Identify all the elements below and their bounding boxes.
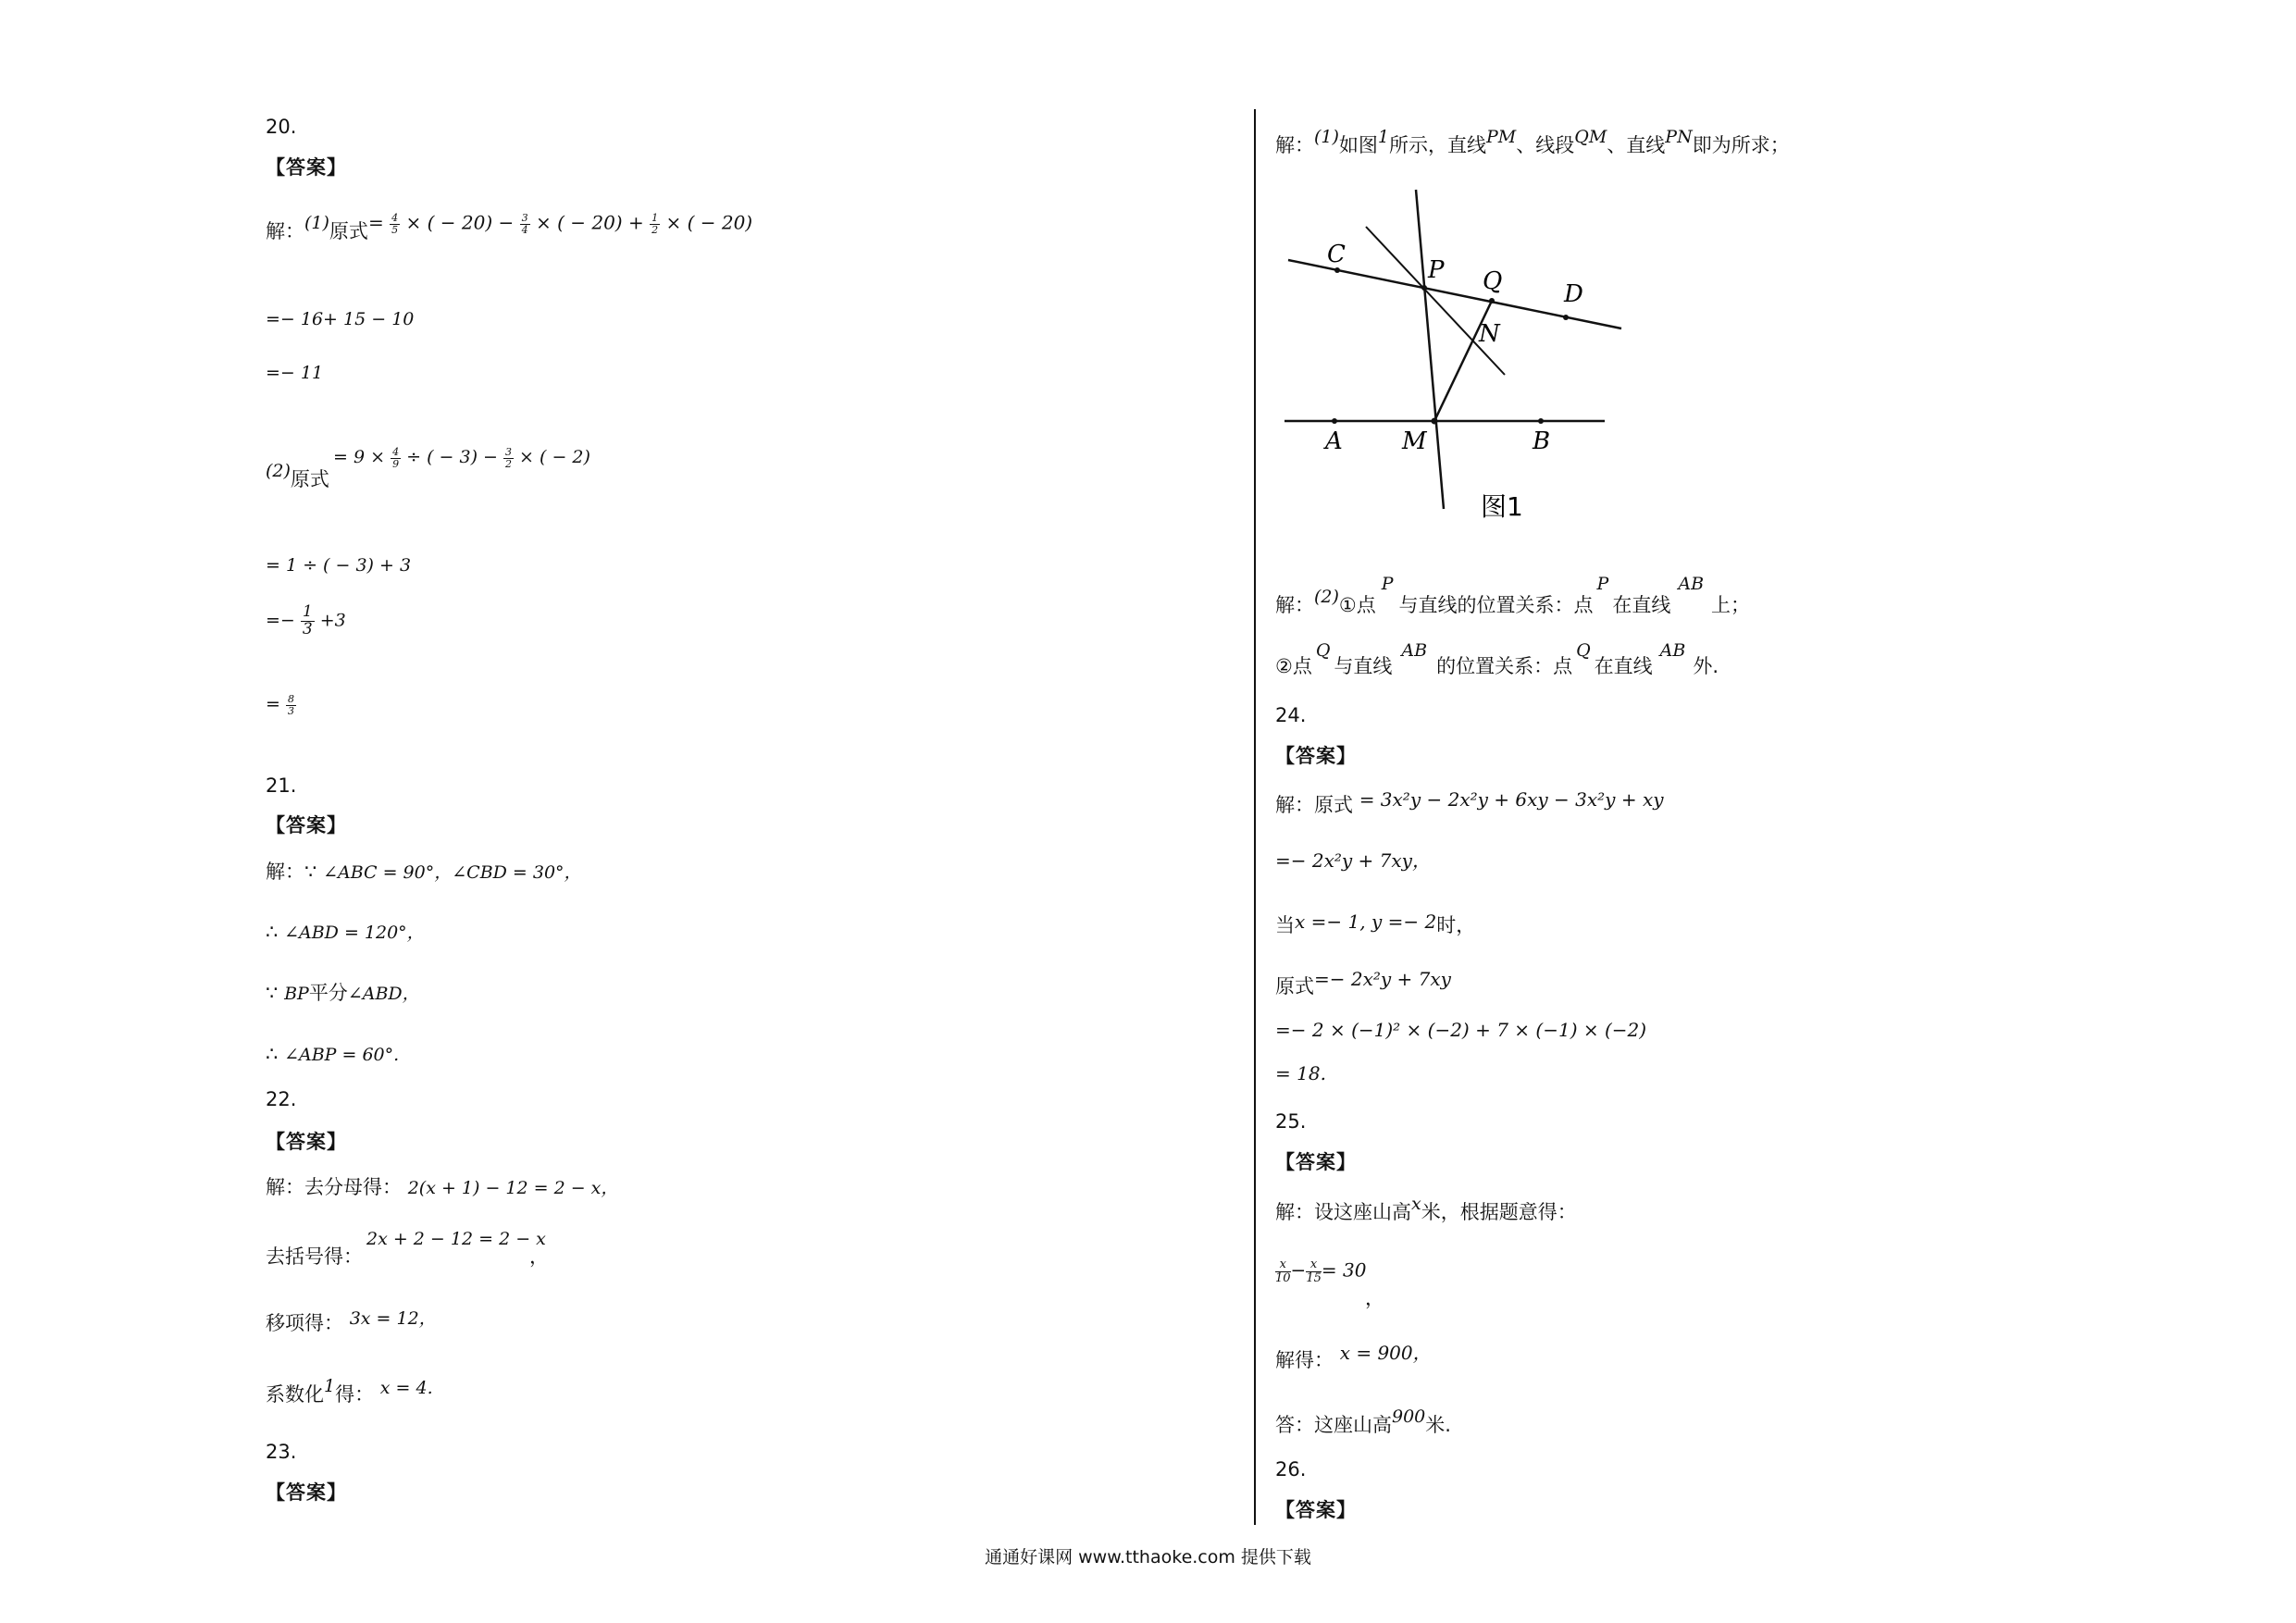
label-n: N	[1479, 320, 1500, 348]
fraction-1-3: $\frac{1}{3}$	[302, 602, 313, 638]
angle-math: ∠ABD，	[347, 984, 420, 1004]
q20-part1-step3: =− 11	[266, 363, 324, 383]
question-number-25: 25.	[1275, 1110, 1307, 1133]
q20-part1-expression	[368, 213, 752, 235]
point-p	[1421, 285, 1427, 291]
answer-tag-21: 【答案】	[266, 814, 347, 836]
q25-line4	[1275, 1406, 1451, 1436]
term: 与直线	[1334, 655, 1393, 677]
term: 解得：	[1275, 1349, 1334, 1371]
q24-line5: =− 2 × (−1)² × (−2) + 7 × (−1) × (−2)	[1275, 1019, 1647, 1041]
fraction-3-4: $\frac{3}{4}$	[521, 212, 528, 236]
q20-part2-expression	[333, 447, 590, 469]
point-name: P	[1381, 574, 1394, 594]
point-name: P	[1596, 574, 1609, 594]
line-name: AB	[1678, 574, 1705, 594]
point-name: Q	[1576, 640, 1591, 661]
term: 时，	[1436, 914, 1476, 936]
question-number-22: 22.	[266, 1088, 297, 1110]
q23-part1-line	[1275, 127, 1790, 156]
q20-part2-step2: = 1 ÷ ( − 3) + 3	[266, 555, 412, 576]
q24-line6: = 18.	[1275, 1062, 1326, 1084]
term: 、直线	[1607, 134, 1666, 156]
term: 移项得：	[266, 1312, 343, 1334]
part-label: (1)	[1314, 127, 1339, 147]
term: = 9 ×	[333, 447, 386, 468]
term: 系数化	[266, 1383, 324, 1406]
fraction-4-5: $\frac{4}{5}$	[391, 212, 399, 236]
point-b	[1538, 418, 1544, 424]
label-q: Q	[1483, 267, 1503, 295]
q20-part2-word: 原式	[290, 468, 329, 490]
term: 的位置关系：点	[1436, 655, 1573, 677]
term: 所示，直线	[1389, 134, 1487, 156]
term: 、线段	[1516, 134, 1575, 156]
answer-tag-20: 【答案】	[266, 156, 347, 179]
geometry-figure	[1277, 180, 1629, 551]
q20-part2-line1	[266, 461, 329, 490]
q23-part2-line2	[1275, 640, 1719, 677]
q21-line3	[266, 984, 420, 1003]
term: 外.	[1693, 655, 1719, 677]
label-b: B	[1533, 427, 1551, 455]
q25-line1	[1275, 1194, 1577, 1223]
term: ÷ ( − 3) −	[406, 447, 498, 468]
term: 解：去分母得：	[266, 1176, 402, 1198]
term: 即为所求；	[1692, 134, 1790, 156]
question-number-23: 23.	[266, 1441, 297, 1463]
q22-line2	[266, 1247, 363, 1267]
q25-line2	[1275, 1258, 1366, 1284]
term: ∴	[266, 1043, 279, 1065]
answer-tag-23: 【答案】	[266, 1481, 347, 1504]
term: × ( − 20) +	[535, 211, 644, 234]
answer-number: 900	[1392, 1406, 1426, 1427]
term: ∴	[266, 921, 279, 943]
term: 在直线	[1612, 594, 1671, 616]
term: 原式	[1275, 975, 1314, 997]
term: 当	[1275, 914, 1295, 936]
q22-line1	[266, 1178, 618, 1197]
point-name: Q	[1315, 640, 1331, 661]
term: ①点	[1338, 594, 1376, 616]
part-label: (2)	[1314, 587, 1339, 607]
label-c: C	[1327, 241, 1346, 268]
answer-tag-26: 【答案】	[1275, 1499, 1357, 1521]
line-name: AB	[1659, 640, 1686, 661]
label-d: D	[1564, 280, 1583, 308]
segment-qm	[1434, 301, 1492, 421]
term: 如图	[1338, 134, 1378, 156]
solution-math: x = 900，	[1339, 1342, 1432, 1364]
column-divider	[1254, 109, 1256, 1525]
segment-math: BP	[284, 984, 309, 1004]
figure-number: 1	[1377, 127, 1390, 147]
q24-line2: =− 2x²y + 7xy，	[1275, 849, 1431, 872]
variable: x	[1411, 1194, 1421, 1214]
question-number-20: 20.	[266, 116, 297, 138]
equation-math: 2(x + 1) − 12 = 2 − x，	[407, 1178, 619, 1198]
expression-math: =− 2x²y + 7xy	[1314, 968, 1451, 990]
question-number-26: 26.	[1275, 1458, 1307, 1481]
q21-line2	[266, 923, 425, 942]
term: × ( − 2)	[519, 447, 590, 468]
angle-math: ∠ABD = 120°，	[284, 923, 425, 943]
term: =	[266, 694, 280, 715]
q22-line3	[266, 1308, 437, 1334]
q21-line4	[266, 1045, 399, 1064]
question-number-24: 24.	[1275, 704, 1307, 726]
label-m: M	[1402, 427, 1427, 455]
term: 与直线的位置关系：点	[1398, 594, 1594, 616]
fraction-x-10: $\frac{x}{10}$	[1275, 1258, 1291, 1285]
page-footer: 通通好课网 www.tthaoke.com 提供下载	[985, 1547, 1311, 1567]
line-name: PN	[1665, 127, 1693, 147]
point-d	[1563, 315, 1569, 320]
term: = 30	[1321, 1258, 1367, 1282]
equation-math: x = 4.	[379, 1378, 433, 1398]
point-a	[1332, 418, 1337, 424]
q25-line2-comma: ，	[1365, 1287, 1384, 1309]
label-p: P	[1428, 256, 1445, 284]
term: 解：∵	[266, 861, 317, 883]
q20-part2-step3	[266, 604, 346, 638]
term: 答：这座山高	[1275, 1414, 1392, 1436]
q22-line2-math: 2x + 2 − 12 = 2 − x	[366, 1229, 546, 1249]
expression-math: = 3x²y − 2x²y + 6xy − 3x²y + xy	[1359, 788, 1664, 811]
term: 去括号得：	[266, 1245, 363, 1268]
term: × ( − 20)	[665, 211, 753, 234]
q24-line3	[1275, 911, 1476, 936]
term: 米，根据题意得：	[1421, 1201, 1577, 1223]
q22-line4	[266, 1376, 433, 1406]
point-q	[1489, 298, 1495, 304]
q23-part2-line1	[1275, 574, 1751, 616]
fraction-8-3: $\frac{8}{3}$	[287, 693, 294, 717]
equation-math: 3x = 12，	[349, 1308, 437, 1329]
superscript: 1	[324, 1376, 336, 1396]
q20-part1-step2: =− 16+ 15 − 10	[266, 309, 415, 329]
q20-part2-label: (2)	[266, 461, 291, 481]
answer-tag-25: 【答案】	[1275, 1151, 1357, 1173]
q20-solution-prefix: 解：	[266, 220, 304, 242]
angle-math: ∠ABP = 60°.	[284, 1045, 400, 1065]
fraction-1-2: $\frac{1}{2}$	[652, 212, 659, 236]
answer-tag-22: 【答案】	[266, 1131, 347, 1153]
label-a: A	[1325, 427, 1343, 455]
fraction-4-9: $\frac{4}{9}$	[392, 446, 400, 470]
term: 在直线	[1594, 655, 1653, 677]
term: × ( − 20) −	[405, 211, 515, 234]
figure-caption: 图1	[1481, 491, 1523, 522]
line-pm	[1416, 190, 1444, 509]
q20-part2-step4	[266, 694, 296, 716]
question-number-21: 21.	[266, 774, 297, 797]
fraction-x-15: $\frac{x}{15}$	[1306, 1258, 1322, 1285]
term: 解：设这座山高	[1275, 1201, 1411, 1223]
term: +3	[319, 610, 346, 631]
term: 上；	[1711, 594, 1751, 616]
term: 解：	[1275, 134, 1314, 156]
q20-part1-word: 原式	[329, 220, 368, 242]
term: 平分	[308, 982, 348, 1004]
term: ∵	[266, 982, 279, 1004]
fraction-3-2: $\frac{3}{2}$	[505, 446, 512, 470]
eq-sign: =	[368, 211, 384, 234]
q22-line2-comma: ，	[529, 1245, 549, 1268]
term: 解：	[1275, 594, 1314, 616]
point-m	[1432, 418, 1438, 425]
line-name: PM	[1486, 127, 1517, 147]
q24-line1	[1275, 788, 1664, 816]
q21-line1	[266, 862, 582, 882]
answer-tag-24: 【答案】	[1275, 745, 1357, 767]
term: 解：原式	[1275, 794, 1353, 816]
q25-line3	[1275, 1342, 1432, 1371]
term: −	[1290, 1258, 1307, 1282]
term: 米.	[1425, 1414, 1451, 1436]
term: ②点	[1275, 655, 1312, 677]
angle-math: ∠ABC = 90°，∠CBD = 30°，	[323, 862, 582, 883]
line-name: AB	[1401, 640, 1428, 661]
q20-part1-label: (1)	[304, 213, 329, 233]
term: =−	[266, 610, 295, 631]
term: 得：	[335, 1383, 375, 1406]
condition-math: x =− 1, y =− 2	[1295, 911, 1437, 933]
q24-line4	[1275, 968, 1451, 997]
q20-part1-line1	[266, 213, 368, 242]
segment-name: QM	[1574, 127, 1607, 147]
